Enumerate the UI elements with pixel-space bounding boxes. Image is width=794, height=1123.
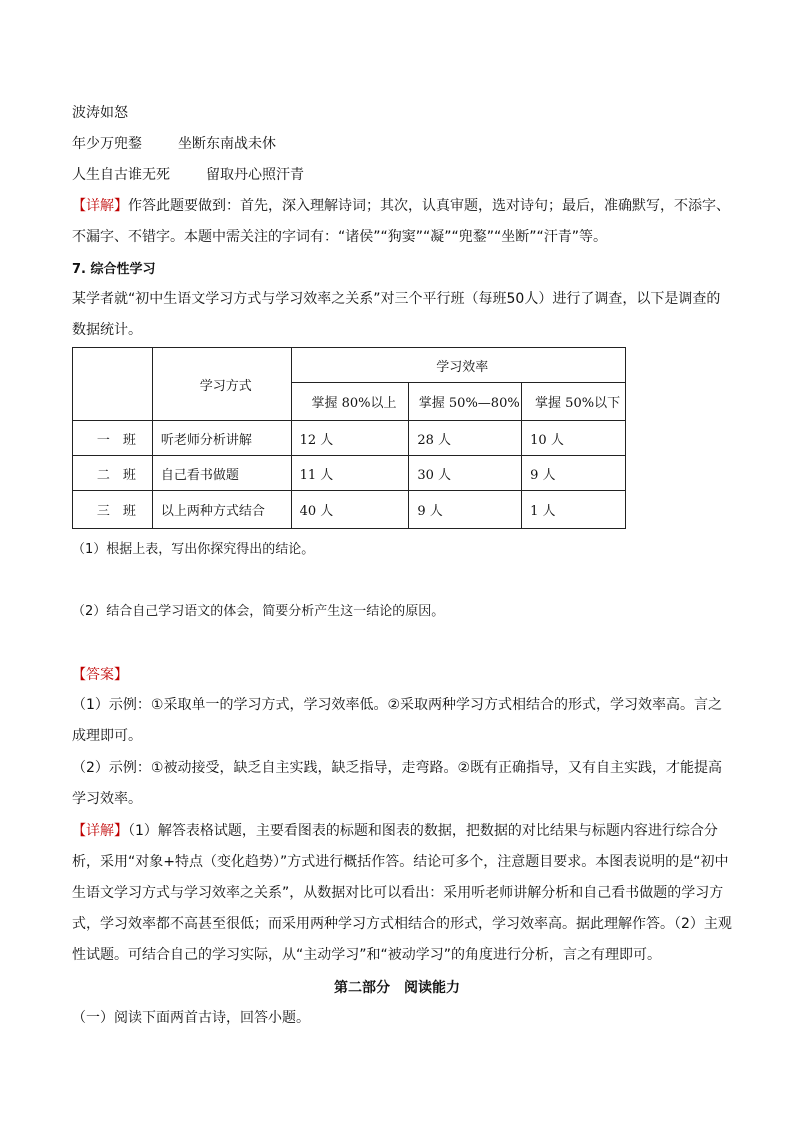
value-cell: 10 人 <box>522 421 626 456</box>
value-cell: 9 人 <box>522 456 626 491</box>
detail-tag: 【详解】 <box>72 823 128 839</box>
table-row <box>73 456 626 491</box>
value-cell: 9 人 <box>409 491 522 529</box>
header-learning-method: 学习方式 <box>152 348 291 421</box>
subheader-50-80: 掌握 50%—80% <box>409 383 522 421</box>
table-row <box>73 491 626 529</box>
method-cell: 自己看书做题 <box>152 456 291 491</box>
class-cell: 一 班 <box>73 421 153 456</box>
poem-line-2a: 年少万兜鍪 <box>72 136 142 152</box>
answer-tag: 【答案】 <box>72 667 128 683</box>
survey-table <box>72 347 626 529</box>
detail-paragraph-2 <box>72 816 732 971</box>
detail-text: （1）解答表格试题，主要看图表的标题和图表的数据，把数据的对比结果与标题内容进行综合分析，采用“对象+特点（变化趋势）”方式进行概括作答。结论可多个，注意题目要求。本图表说明的是“初中生语文学习方式与学习效率之关系”，从数据对比可以看出：采用听老师讲解分析和自己看书做题的学习方式，学习效率都不高甚至很低；而采用两种学习方式相结合的形式，学习效率高。据此理解作答。（2）主观性试题。可结合自己的学习实际，从“主动学习”和“被动学习”的角度进行分析，言之有理即可。 <box>72 823 732 963</box>
class-cell: 三 班 <box>73 491 153 529</box>
value-cell: 30 人 <box>409 456 522 491</box>
value-cell: 40 人 <box>291 491 409 529</box>
detail-text: 作答此题要做到：首先，深入理解诗词；其次，认真审题，选对诗句；最后，准确默写，不添字、不漏字、不错字。本题中需关注的字词有：“诸侯”“狗窦”“凝”“兜鍪”“坐断”“汗青”等。 <box>72 198 730 245</box>
table-row <box>73 421 626 456</box>
header-learning-efficiency: 学习效率 <box>291 348 625 383</box>
part-2-title: 第二部分 阅读能力 <box>334 980 460 996</box>
poem-line-3a: 人生自古谁无死 <box>72 167 170 183</box>
answer-2: （2）示例：①被动接受，缺乏自主实践，缺乏指导，走弯路。②既有正确指导，又有自主实践，才能提高学习效率。 <box>72 760 723 807</box>
poem-line-2b: 坐断东南战未休 <box>178 136 276 152</box>
detail-paragraph-1 <box>72 191 732 253</box>
method-cell: 听老师分析讲解 <box>152 421 291 456</box>
question-7-title: 7. 综合性学习 <box>72 262 156 277</box>
sub-question-2: （2）结合自己学习语文的体会，简要分析产生这一结论的原因。 <box>72 604 445 619</box>
value-cell: 11 人 <box>291 456 409 491</box>
value-cell: 28 人 <box>409 421 522 456</box>
poem-line-1: 波涛如怒 <box>72 105 128 121</box>
poem-line-2 <box>72 134 276 154</box>
part-2-subheading: （一）阅读下面两首古诗，回答小题。 <box>72 1010 310 1026</box>
answer-1: （1）示例：①采取单一的学习方式，学习效率低。②采取两种学习方式相结合的形式，学习效率高。言之成理即可。 <box>72 697 723 744</box>
method-cell: 以上两种方式结合 <box>152 491 291 529</box>
poem-line-3 <box>72 165 304 185</box>
poem-line-3b: 留取丹心照汗青 <box>206 167 304 183</box>
subheader-below-50: 掌握 50%以下 <box>522 383 626 421</box>
value-cell: 1 人 <box>522 491 626 529</box>
class-cell: 二 班 <box>73 456 153 491</box>
detail-tag: 【详解】 <box>72 198 128 214</box>
table-corner-cell <box>73 348 153 421</box>
sub-question-1: （1）根据上表，写出你探究得出的结论。 <box>72 542 315 557</box>
subheader-above-80: 掌握 80%以上 <box>291 383 409 421</box>
question-7-intro: 某学者就“初中生语文学习方式与学习效率之关系”对三个平行班（每班50人）进行了调查，以下是调查的数据统计。 <box>72 291 721 338</box>
value-cell: 12 人 <box>291 421 409 456</box>
